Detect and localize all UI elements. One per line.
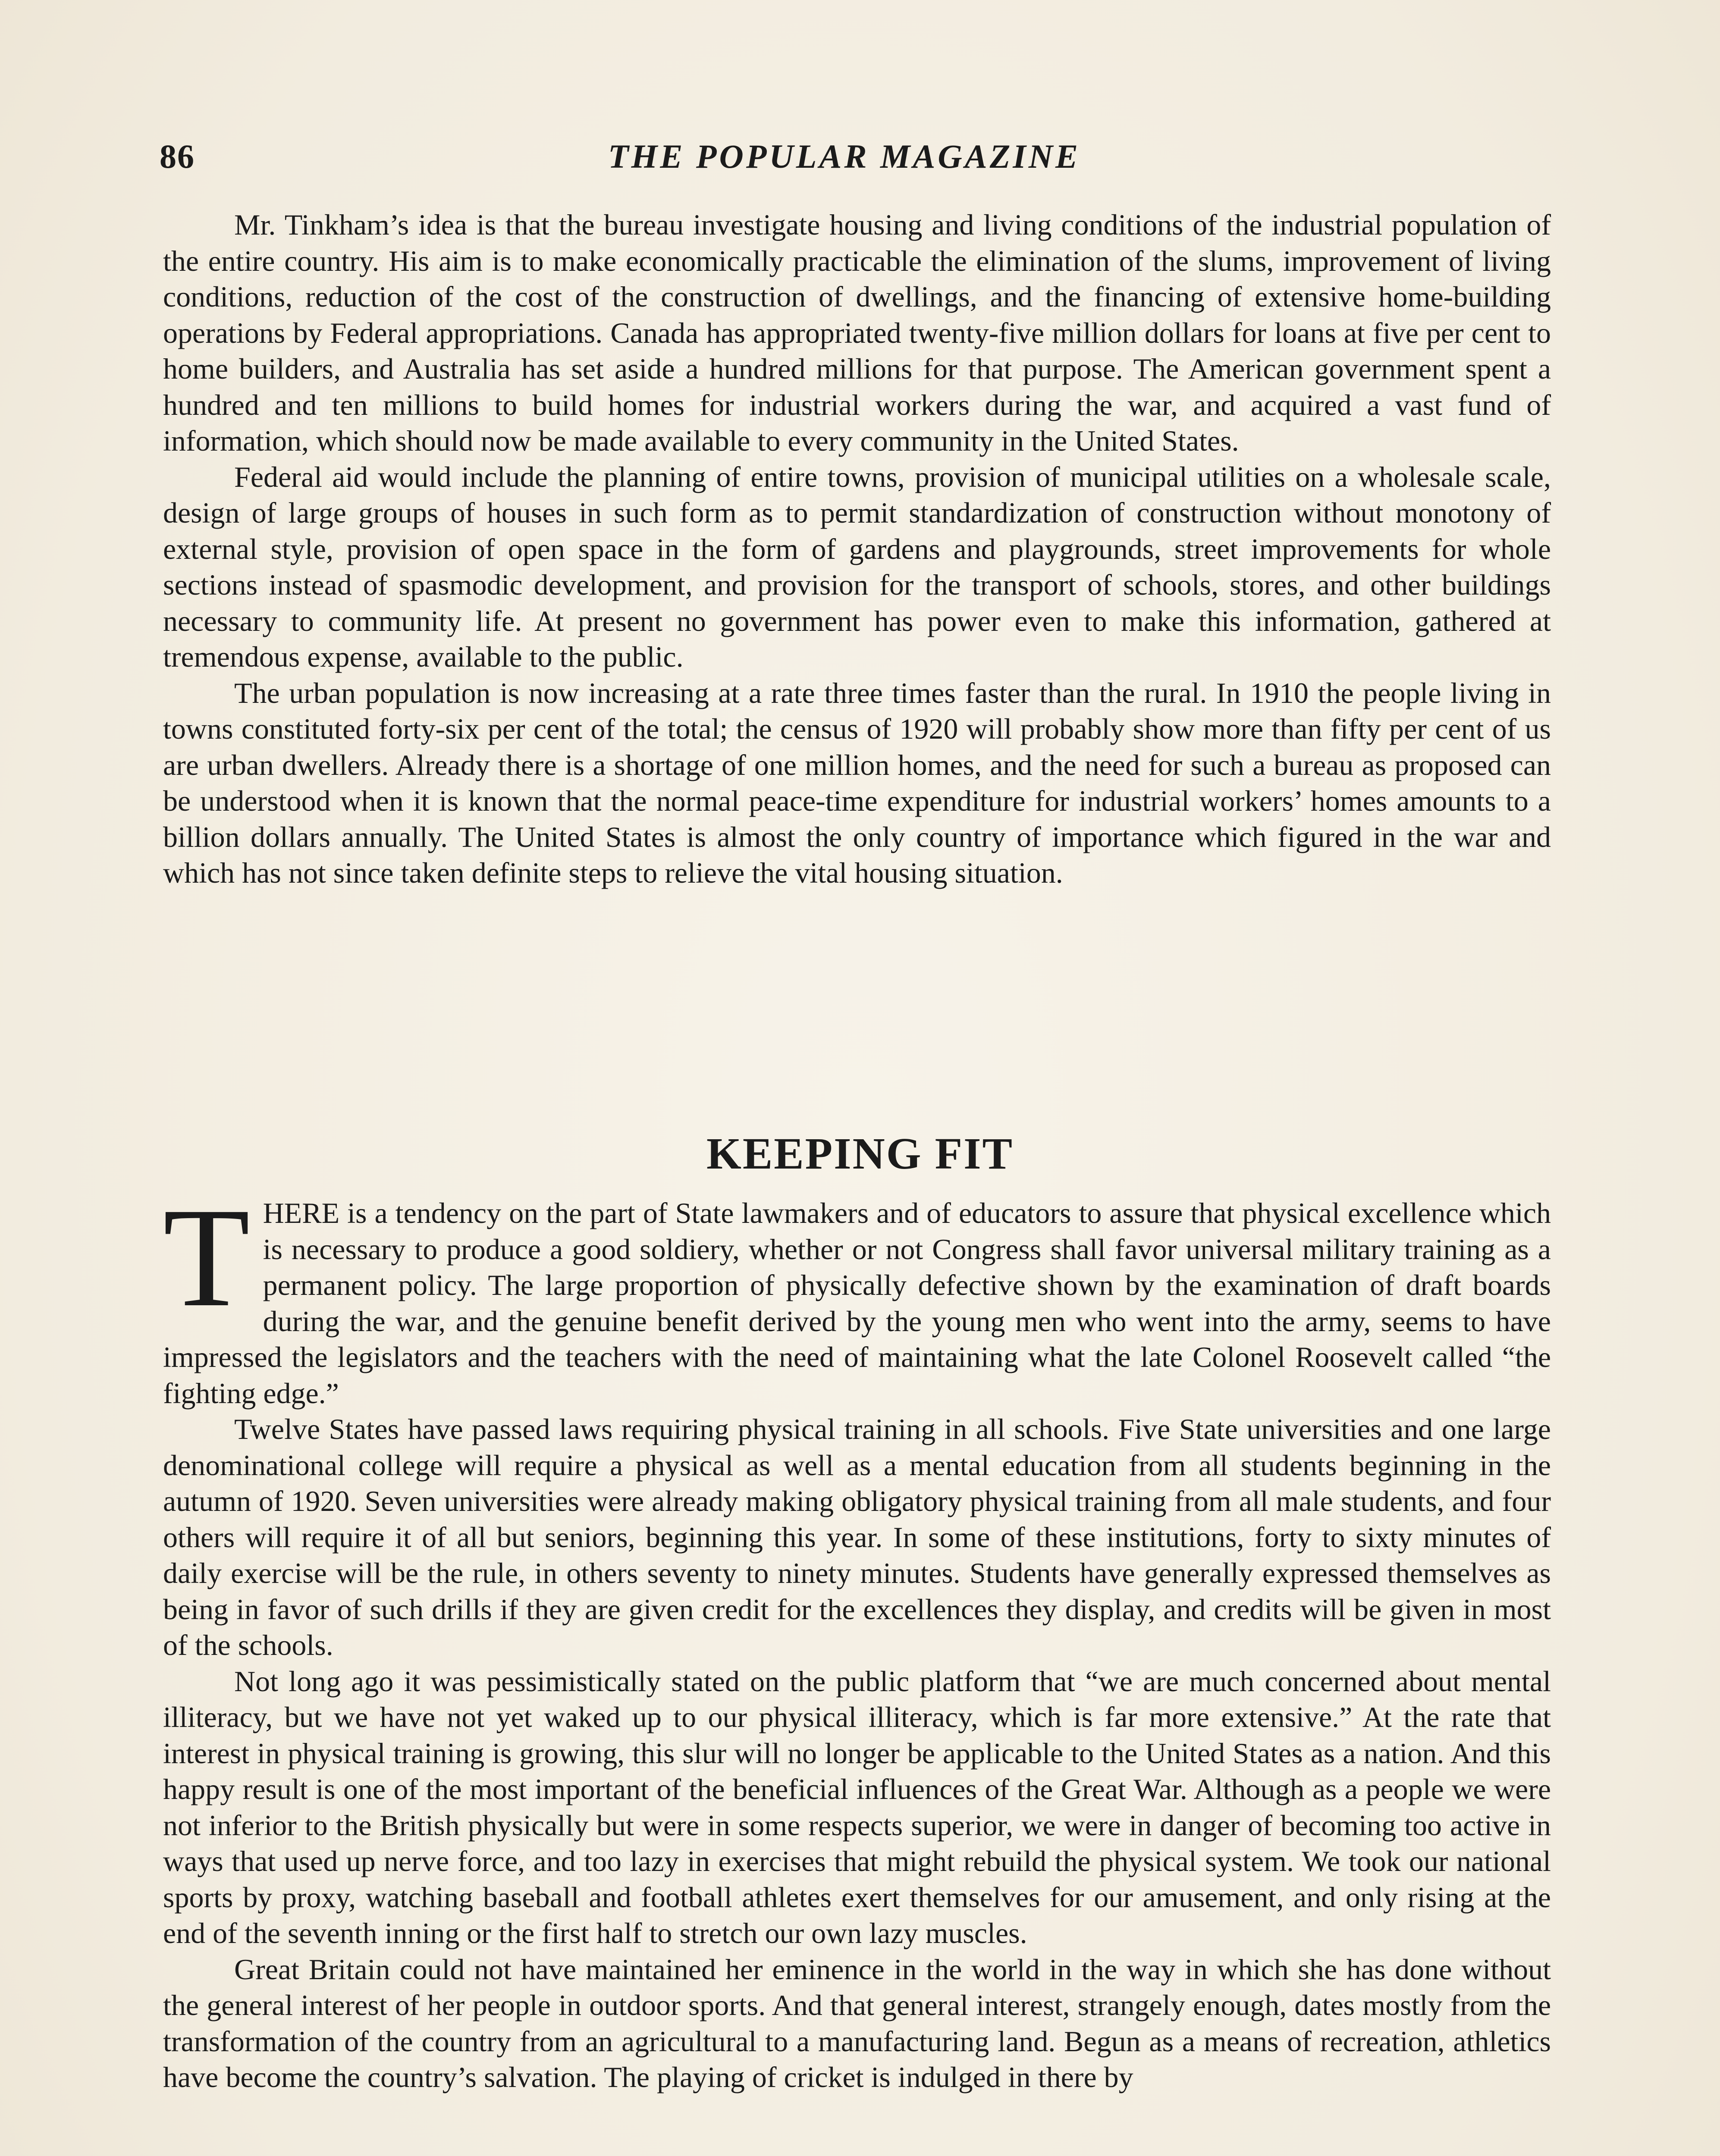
- page-header: [160, 137, 1548, 185]
- paragraph: Twelve States have passed laws requiring physical training in all schools. Five State universities and one large denominational college will require a physical as well as a mental education from all students beginning in the autumn of 1920. Seven universities were already making obligatory physical training from all male students, and four others will require it of all but seniors, beginning this year. In some of these institutions, forty to sixty minutes of daily exercise will be the rule, in others seventy to ninety minutes. Students have generally expressed themselves as being in favor of such drills if they are given credit for the excellences they display, and credits will be given in most of the schools.: [163, 1413, 1551, 1661]
- paragraph: The urban population is now increasing at a rate three times faster than the rural. In 1910 the people living in towns constituted forty-six per cent of the total; the census of 1920 will probably show more than fifty per cent of us are urban dwellers. Already there is a shortage of one million homes, and the need for such a bureau as proposed can be understood when it is known that the normal peace-time expenditure for industrial workers’ homes amounts to a billion dollars annually. The United States is almost the only country of importance which figured in the war and which has not since taken definite steps to relieve the vital housing situation.: [163, 676, 1551, 889]
- section-heading: KEEPING FIT: [706, 1129, 1014, 1178]
- running-title: THE POPULAR MAGAZINE: [608, 138, 1081, 175]
- paragraph: Federal aid would include the planning of entire towns, provision of municipal utilities on a wholesale scale, design of large groups of houses in such form as to permit standardization of construction without monotony of external style, provision of open space in the form of gardens and playgrounds, street improvements for whole sections instead of spasmodic development, and provision for the transport of schools, stores, and other buildings necessary to community life. At present no government has power even to make this information, gathered at tremendous expense, available to the public.: [163, 460, 1551, 673]
- drop-cap: T: [163, 1179, 250, 1336]
- paragraph: Not long ago it was pessimistically stated on the public platform that “we are much concerned about mental illiteracy, but we have not yet waked up to our physical illiteracy, which is far more extensive.” At the rate that interest in physical training is growing, this slur will no longer be applicable to the United States as a nation. And this happy result is one of the most important of the beneficial influences of the Great War. Although as a people we were not inferior to the British physically but were in some respects superior, we were in danger of becoming too active in ways that used up nerve force, and too lazy in exercises that might rebuild the physical system. We took our national sports by proxy, watching baseball and football athletes exert themselves for our amusement, and only rising at the end of the seventh inning or the first half to stretch our own lazy muscles.: [163, 1664, 1551, 1949]
- paragraph: Great Britain could not have maintained her eminence in the world in the way in which she has done without the general interest of her people in outdoor sports. And that general interest, strangely enough, dates mostly from the transformation of the country from an agricultural to a manufacturing land. Begun as a means of recreation, athletics have become the country’s salvation. The playing of cricket is indulged in there by: [163, 1952, 1551, 2093]
- opening-paragraph-text: HERE is a tendency on the part of State lawmakers and of educators to assure that physical excellence which is necessary to produce a good soldiery, whether or not Congress shall favor universal military training as a permanent policy. The large proportion of physically defective shown by the examination of draft boards during the war, and the genuine benefit derived by the young men who went into the army, seems to have impressed the legislators and the teachers with the need of maintaining what the late Colonel Roosevelt called “the fighting edge.”: [163, 1197, 1551, 1410]
- opening-paragraph: [163, 1179, 1551, 1411]
- paragraph: Mr. Tinkham’s idea is that the bureau investigate housing and living conditions of the industrial population of the entire country. His aim is to make economically practicable the elimination of the slums, improvement of living conditions, reduction of the cost of the construction of dwellings, and the financing of extensive home-building operations by Federal appropriations. Canada has appropriated twenty-five million dollars for loans at five per cent to home builders, and Australia has set aside a hundred millions for that purpose. The American government spent a hundred and ten millions to build homes for industrial workers during the war, and acquired a vast fund of information, which should now be made available to every community in the United States.: [163, 208, 1551, 457]
- page-number: 86: [160, 138, 195, 175]
- article-keeping-fit-text: [163, 1179, 1551, 2096]
- article-housing-text: [163, 207, 1551, 891]
